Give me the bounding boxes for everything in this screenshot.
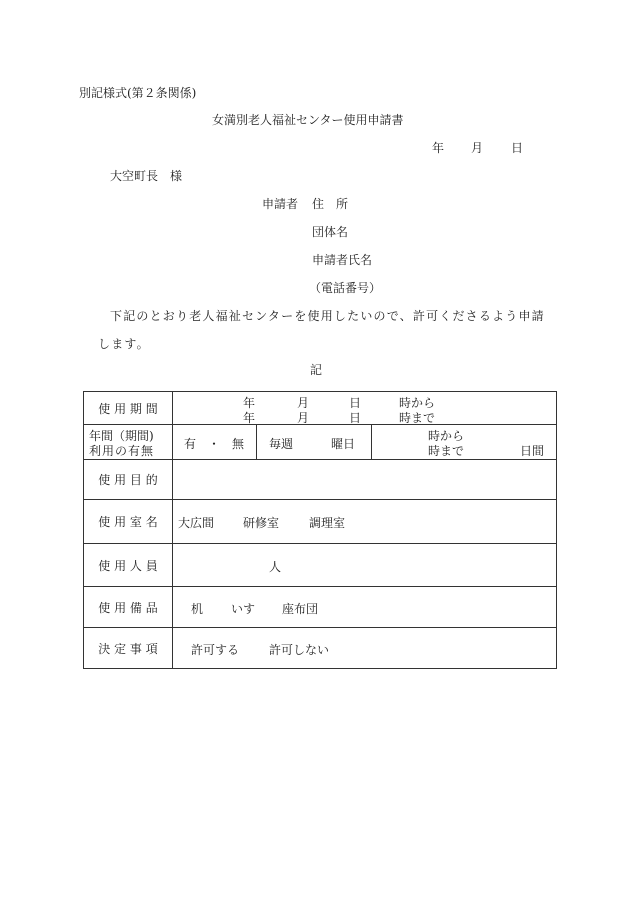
annual-time-field[interactable] — [372, 425, 557, 460]
address-label: 住 所 — [312, 197, 349, 211]
period-field[interactable] — [173, 392, 557, 425]
period-to-month: 月 — [297, 411, 310, 425]
equipment-option-chair[interactable]: いす — [231, 602, 256, 616]
room-label: 使 用 室 名 — [84, 500, 173, 544]
date-year-label: 年 — [432, 141, 445, 155]
row-decision — [84, 628, 557, 669]
decision-option-permit[interactable]: 許可する — [191, 643, 240, 657]
addressee: 大空町長 様 — [110, 169, 183, 183]
row-equipment — [84, 587, 557, 628]
row-annual-use — [84, 425, 557, 460]
people-field[interactable] — [173, 544, 557, 587]
form-title: 女満別老人福祉センター使用申請書 — [212, 113, 404, 127]
room-option-training[interactable]: 研修室 — [243, 516, 280, 530]
application-table — [83, 391, 557, 669]
equipment-option-desk[interactable]: 机 — [191, 602, 204, 616]
equipment-field[interactable] — [173, 587, 557, 628]
request-text-line2: します。 — [98, 337, 150, 351]
annual-time-to: 時まで — [428, 444, 465, 458]
row-purpose — [84, 460, 557, 500]
annual-use-label-line2: 利用の有無 — [89, 444, 155, 458]
period-to-day: 日 — [349, 411, 362, 425]
row-people — [84, 544, 557, 587]
purpose-field[interactable] — [173, 460, 557, 500]
annual-use-label — [84, 425, 173, 460]
annual-use-label-line1: 年間（期間) — [89, 429, 154, 443]
period-from-year: 年 — [243, 396, 256, 410]
equipment-label: 使 用 備 品 — [84, 587, 173, 628]
phone-label: （電話番号） — [309, 281, 382, 295]
room-option-hall[interactable]: 大広間 — [178, 516, 215, 530]
annual-days: 日間 — [520, 444, 545, 458]
applicant-label: 申請者 — [262, 197, 299, 211]
purpose-label: 使 用 目 的 — [84, 460, 173, 500]
room-option-kitchen[interactable]: 調理室 — [309, 516, 346, 530]
people-unit: 人 — [269, 560, 282, 574]
decision-label: 決 定 事 項 — [84, 628, 173, 669]
people-label: 使 用 人 員 — [84, 544, 173, 587]
annual-yes-no-field[interactable] — [173, 425, 257, 460]
date-month-label: 月 — [471, 141, 484, 155]
period-to-time: 時まで — [399, 411, 436, 425]
applicant-name-label: 申請者氏名 — [312, 253, 373, 267]
period-from-month: 月 — [297, 396, 310, 410]
request-text-line1: 下記のとおり老人福祉センターを使用したいので、許可くださるよう申請 — [110, 309, 545, 323]
decision-option-deny[interactable]: 許可しない — [269, 643, 330, 657]
ki-heading: 記 — [310, 363, 323, 377]
annual-weekday-field[interactable] — [257, 425, 372, 460]
annual-time-from: 時から — [428, 429, 465, 443]
period-from-day: 日 — [349, 396, 362, 410]
annual-yes-no-options: 有 ・ 無 — [184, 437, 245, 451]
form-reference: 別記様式(第２条関係) — [79, 86, 197, 100]
row-period — [84, 392, 557, 425]
decision-field[interactable] — [173, 628, 557, 669]
weekday-label: 曜日 — [331, 437, 356, 451]
period-to-year: 年 — [243, 411, 256, 425]
row-room — [84, 500, 557, 544]
group-name-label: 団体名 — [312, 225, 349, 239]
period-label: 使 用 期 間 — [84, 392, 173, 425]
period-from-time: 時から — [399, 396, 436, 410]
room-field[interactable] — [173, 500, 557, 544]
equipment-option-cushion[interactable]: 座布団 — [282, 602, 319, 616]
date-day-label: 日 — [511, 141, 524, 155]
weekly-label: 毎週 — [269, 437, 294, 451]
